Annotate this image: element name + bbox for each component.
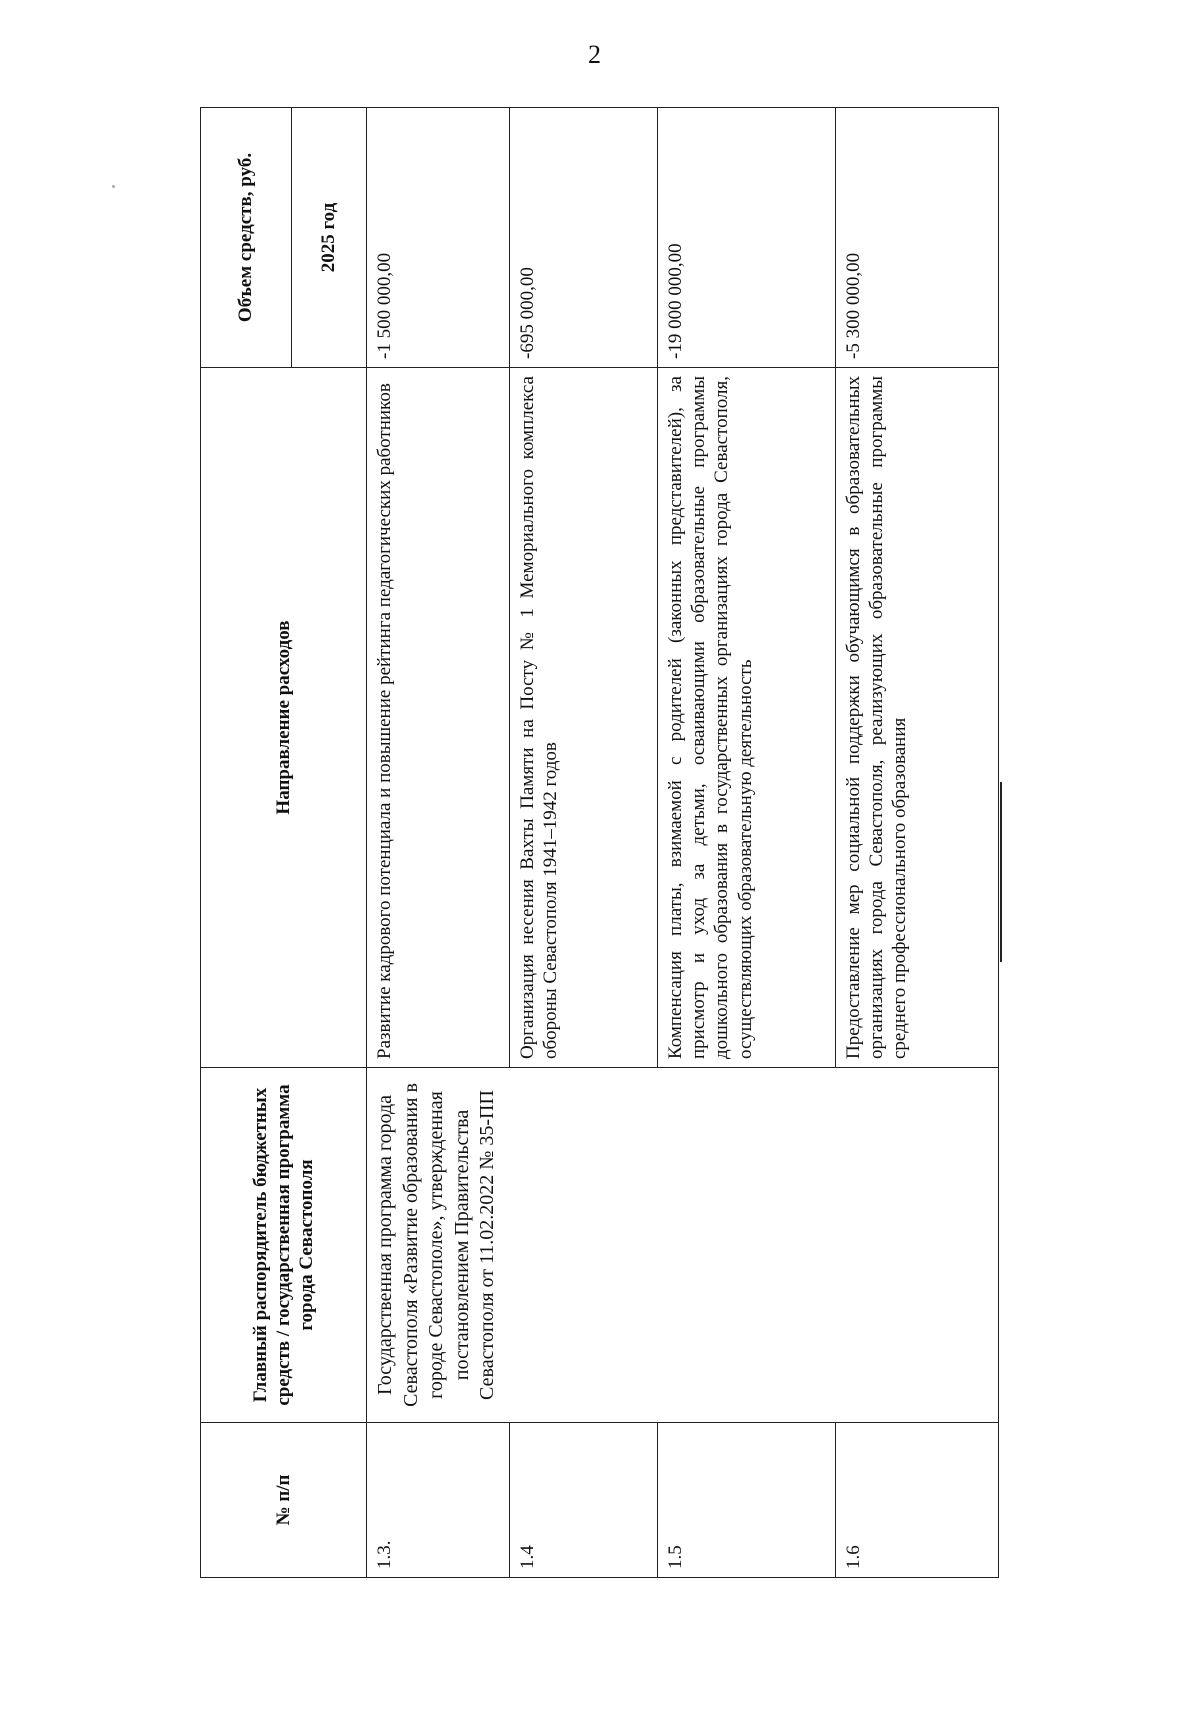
row-number: 1.4	[510, 1423, 658, 1578]
row-amount: -695 000,00	[510, 108, 658, 368]
page-number: 2	[588, 40, 601, 69]
header-year: 2025 год	[292, 108, 367, 368]
row-direction: Развитие кадрового потенциала и повышение рейтинга педагогических работников	[367, 368, 510, 1068]
table-header-row	[201, 108, 292, 1578]
row-amount: -19 000 000,00	[658, 108, 836, 368]
row-amount: -5 300 000,00	[836, 108, 999, 368]
header-direction: Направление расходов	[201, 368, 367, 1068]
closing-line	[1000, 782, 1002, 962]
row-direction: Предоставление мер социальной поддержки обучающимся в образовательных организациях города Севастополя, реализующих образовательные программы среднего профессионального образования	[836, 368, 999, 1068]
header-volume: Объем средств, руб.	[201, 108, 292, 368]
scan-artifact	[112, 185, 115, 188]
rotated-table-container	[200, 108, 940, 1578]
program-cell: Государственная программа города Севастополя «Развитие образования в городе Севастополе», утвержденная постановлением Правительства Севастополя от 11.02.2022 № 35-ПП	[367, 1068, 999, 1423]
rotated-table-frame	[200, 108, 940, 1578]
row-direction: Организация несения Вахты Памяти на Посту № 1 Мемориального комплекса обороны Севастополя 1941–1942 годов	[510, 368, 658, 1068]
table-row	[367, 108, 510, 1578]
header-num: № п/п	[201, 1423, 367, 1578]
budget-table	[200, 107, 999, 1578]
header-distributor: Главный распорядитель бюджетных средств / государственная программа города Севастополя	[201, 1068, 367, 1423]
row-number: 1.6	[836, 1423, 999, 1578]
row-amount: -1 500 000,00	[367, 108, 510, 368]
row-number: 1.5	[658, 1423, 836, 1578]
row-direction: Компенсация платы, взимаемой с родителей (законных представителей), за присмотр и уход за детьми, осваивающими образовательные программы дошкольного образования в государственных организациях города Севастополя, осуществляющих образовательную деятельность	[658, 368, 836, 1068]
row-number: 1.3.	[367, 1423, 510, 1578]
